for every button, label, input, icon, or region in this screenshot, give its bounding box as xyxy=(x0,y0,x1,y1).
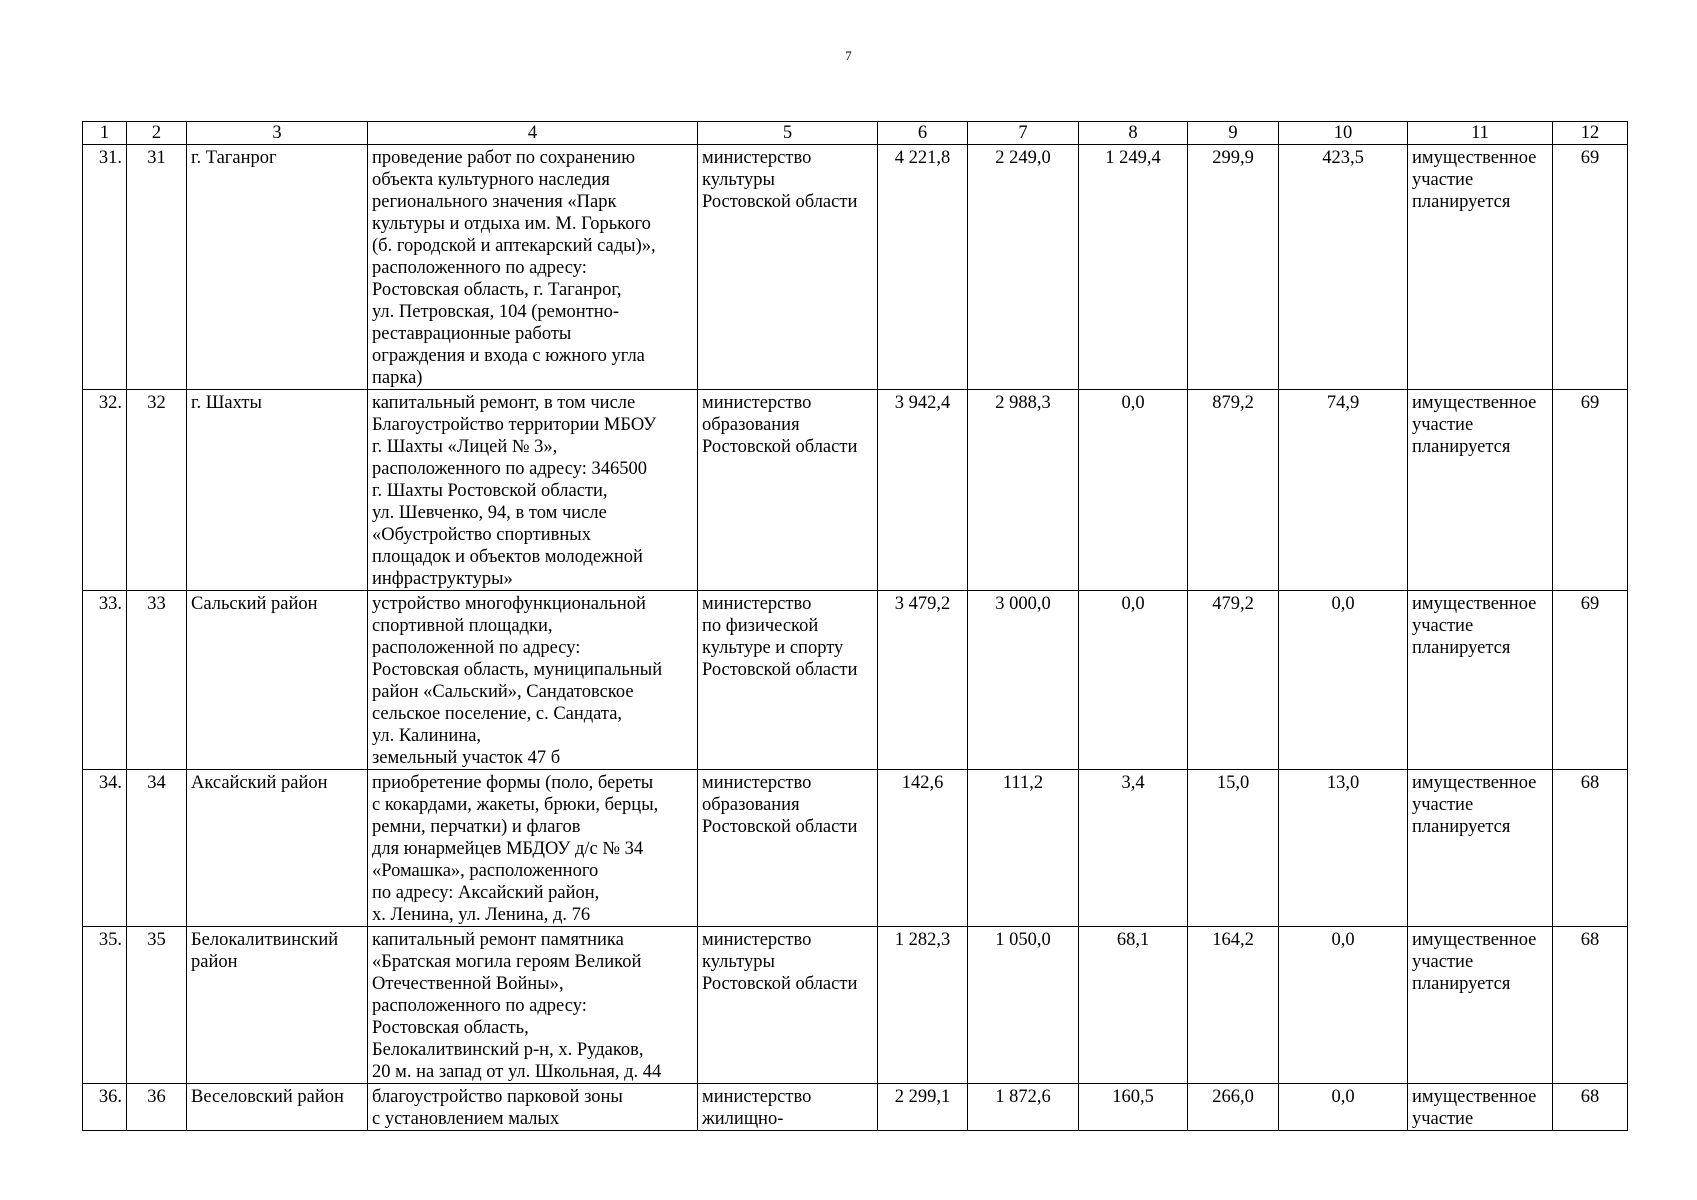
participation-cell-line: имущественное xyxy=(1412,594,1537,614)
amount-col8-cell: 0,0 xyxy=(1079,591,1188,770)
description-cell xyxy=(368,770,698,927)
description-cell-line: «Ромашка», расположенного xyxy=(372,861,599,881)
ministry-cell-line: Ростовской области xyxy=(702,192,858,212)
amount-col7-cell: 1 872,6 xyxy=(968,1084,1079,1131)
page-number: 7 xyxy=(845,48,852,63)
ministry-cell-line: министерство xyxy=(702,773,812,793)
description-cell-line: 20 м. на запад от ул. Школьная, д. 44 xyxy=(372,1062,662,1082)
description-cell-line: для юнармейцев МБДОУ д/с № 34 xyxy=(372,839,644,859)
col12-cell: 68 xyxy=(1553,770,1628,927)
row-index: 35 xyxy=(127,927,187,1084)
description-cell-line: район «Сальский», Сандатовское xyxy=(372,682,634,702)
ministry-cell-line: образования xyxy=(702,415,800,435)
description-cell-line: благоустройство парковой зоны xyxy=(372,1087,623,1107)
participation-cell xyxy=(1408,1084,1553,1131)
description-cell-line: г. Шахты «Лицей № 3», xyxy=(372,437,558,457)
ministry-cell xyxy=(698,1084,878,1131)
ministry-cell xyxy=(698,770,878,927)
row-number: 33. xyxy=(83,591,127,770)
column-header-9: 9 xyxy=(1188,122,1279,145)
ministry-cell-line: министерство xyxy=(702,148,812,168)
row-index: 32 xyxy=(127,390,187,591)
description-cell-line: ул. Шевченко, 94, в том числе xyxy=(372,503,607,523)
participation-cell xyxy=(1408,591,1553,770)
amount-col7-cell: 111,2 xyxy=(968,770,1079,927)
total-amount-cell: 3 479,2 xyxy=(878,591,968,770)
municipality-cell xyxy=(187,390,368,591)
column-header-11: 11 xyxy=(1408,122,1553,145)
description-cell-line: Белокалитвинский р-н, х. Рудаков, xyxy=(372,1040,644,1060)
row-number: 34. xyxy=(83,770,127,927)
participation-cell-line: планируется xyxy=(1412,638,1511,658)
amount-col7-cell: 2 249,0 xyxy=(968,145,1079,390)
amount-col8-cell: 68,1 xyxy=(1079,927,1188,1084)
row-index: 34 xyxy=(127,770,187,927)
total-amount-cell: 2 299,1 xyxy=(878,1084,968,1131)
description-cell-line: площадок и объектов молодежной xyxy=(372,547,643,567)
col12-cell: 69 xyxy=(1553,390,1628,591)
participation-cell-line: имущественное xyxy=(1412,393,1537,413)
description-cell-line: ул. Калинина, xyxy=(372,726,482,746)
participation-cell-line: имущественное xyxy=(1412,773,1537,793)
row-index: 31 xyxy=(127,145,187,390)
column-header-8: 8 xyxy=(1079,122,1188,145)
col12-cell: 69 xyxy=(1553,591,1628,770)
amount-col7-cell: 1 050,0 xyxy=(968,927,1079,1084)
description-cell-line: объекта культурного наследия xyxy=(372,170,610,190)
amount-col8-cell: 3,4 xyxy=(1079,770,1188,927)
column-header-1: 1 xyxy=(83,122,127,145)
participation-cell-line: участие xyxy=(1412,170,1474,190)
description-cell xyxy=(368,591,698,770)
description-cell-line: устройство многофункциональной xyxy=(372,594,646,614)
amount-col8-cell: 160,5 xyxy=(1079,1084,1188,1131)
column-header-3: 3 xyxy=(187,122,368,145)
total-amount-cell: 4 221,8 xyxy=(878,145,968,390)
table-body xyxy=(83,145,1628,1131)
row-number: 31. xyxy=(83,145,127,390)
ministry-cell-line: министерство xyxy=(702,930,812,950)
description-cell-line: земельный участок 47 б xyxy=(372,748,561,768)
description-cell-line: культуры и отдыха им. М. Горького xyxy=(372,214,651,234)
amount-col9-cell: 299,9 xyxy=(1188,145,1279,390)
ministry-cell-line: образования xyxy=(702,795,800,815)
amount-col10-cell: 0,0 xyxy=(1279,1084,1408,1131)
amount-col7-cell: 2 988,3 xyxy=(968,390,1079,591)
amount-col10-cell: 13,0 xyxy=(1279,770,1408,927)
column-header-2: 2 xyxy=(127,122,187,145)
description-cell-line: г. Шахты Ростовской области, xyxy=(372,481,608,501)
amount-col9-cell: 15,0 xyxy=(1188,770,1279,927)
description-cell-line: Ростовская область, xyxy=(372,1018,529,1038)
row-index: 36 xyxy=(127,1084,187,1131)
municipality-cell-line: г. Таганрог xyxy=(191,148,277,168)
description-cell-line: приобретение формы (поло, береты xyxy=(372,773,654,793)
description-cell-line: реставрационные работы xyxy=(372,324,572,344)
ministry-cell-line: Ростовской области xyxy=(702,974,858,994)
participation-cell xyxy=(1408,390,1553,591)
description-cell-line: сельское поселение, с. Сандата, xyxy=(372,704,623,724)
amount-col7-cell: 3 000,0 xyxy=(968,591,1079,770)
amount-col9-cell: 879,2 xyxy=(1188,390,1279,591)
amount-col9-cell: 479,2 xyxy=(1188,591,1279,770)
description-cell-line: парка) xyxy=(372,368,423,388)
amount-col10-cell: 0,0 xyxy=(1279,927,1408,1084)
municipality-cell-line: Белокалитвинский xyxy=(191,930,339,950)
description-cell-line: с установлением малых xyxy=(372,1109,560,1129)
ministry-cell-line: министерство xyxy=(702,1087,812,1107)
ministry-cell xyxy=(698,927,878,1084)
description-cell-line: капитальный ремонт, в том числе xyxy=(372,393,636,413)
ministry-cell-line: культуре и спорту xyxy=(702,638,844,658)
description-cell-line: Благоустройство территории МБОУ xyxy=(372,415,657,435)
amount-col9-cell: 266,0 xyxy=(1188,1084,1279,1131)
description-cell-line: х. Ленина, ул. Ленина, д. 76 xyxy=(372,905,591,925)
description-cell-line: расположенного по адресу: xyxy=(372,996,587,1016)
participation-cell-line: участие xyxy=(1412,952,1474,972)
amount-col10-cell: 0,0 xyxy=(1279,591,1408,770)
total-amount-cell: 3 942,4 xyxy=(878,390,968,591)
municipality-cell xyxy=(187,145,368,390)
amount-col10-cell: 423,5 xyxy=(1279,145,1408,390)
participation-cell-line: участие xyxy=(1412,1109,1474,1129)
participation-cell xyxy=(1408,145,1553,390)
description-cell-line: «Обустройство спортивных xyxy=(372,525,591,545)
ministry-cell-line: Ростовской области xyxy=(702,817,858,837)
participation-cell-line: планируется xyxy=(1412,437,1511,457)
table-row xyxy=(83,770,1628,927)
municipality-cell-line: г. Шахты xyxy=(191,393,262,413)
description-cell-line: расположенного по адресу: 346500 xyxy=(372,459,647,479)
participation-cell-line: планируется xyxy=(1412,974,1511,994)
total-amount-cell: 142,6 xyxy=(878,770,968,927)
description-cell xyxy=(368,145,698,390)
total-amount-cell: 1 282,3 xyxy=(878,927,968,1084)
participation-cell-line: участие xyxy=(1412,616,1474,636)
municipality-cell xyxy=(187,1084,368,1131)
description-cell-line: регионального значения «Парк xyxy=(372,192,617,212)
ministry-cell-line: министерство xyxy=(702,594,812,614)
description-cell-line: проведение работ по сохранению xyxy=(372,148,636,168)
col12-cell: 68 xyxy=(1553,1084,1628,1131)
column-header-4: 4 xyxy=(368,122,698,145)
header-row xyxy=(83,122,1628,145)
description-cell-line: Ростовская область, г. Таганрог, xyxy=(372,280,622,300)
amount-col10-cell: 74,9 xyxy=(1279,390,1408,591)
description-cell-line: ограждения и входа с южного угла xyxy=(372,346,645,366)
column-header-5: 5 xyxy=(698,122,878,145)
ministry-cell-line: жилищно- xyxy=(702,1109,784,1129)
amount-col8-cell: 0,0 xyxy=(1079,390,1188,591)
participation-cell-line: участие xyxy=(1412,415,1474,435)
description-cell-line: «Братская могила героям Великой xyxy=(372,952,642,972)
amount-col8-cell: 1 249,4 xyxy=(1079,145,1188,390)
col12-cell: 69 xyxy=(1553,145,1628,390)
description-cell-line: спортивной площадки, xyxy=(372,616,553,636)
column-header-6: 6 xyxy=(878,122,968,145)
municipality-cell-line: Аксайский район xyxy=(191,773,328,793)
description-cell-line: капитальный ремонт памятника xyxy=(372,930,624,950)
municipality-cell xyxy=(187,770,368,927)
description-cell xyxy=(368,927,698,1084)
table-row xyxy=(83,591,1628,770)
description-cell-line: ремни, перчатки) и флагов xyxy=(372,817,581,837)
ministry-cell-line: министерство xyxy=(702,393,812,413)
col12-cell: 68 xyxy=(1553,927,1628,1084)
budget-table xyxy=(82,121,1628,1131)
participation-cell xyxy=(1408,770,1553,927)
participation-cell-line: имущественное xyxy=(1412,930,1537,950)
row-number: 32. xyxy=(83,390,127,591)
ministry-cell-line: Ростовской области xyxy=(702,437,858,457)
table-row xyxy=(83,145,1628,390)
ministry-cell xyxy=(698,390,878,591)
municipality-cell-line: Сальский район xyxy=(191,594,318,614)
table-row xyxy=(83,1084,1628,1131)
participation-cell-line: имущественное xyxy=(1412,148,1537,168)
municipality-cell xyxy=(187,927,368,1084)
description-cell-line: с кокардами, жакеты, брюки, берцы, xyxy=(372,795,659,815)
ministry-cell-line: Ростовской области xyxy=(702,660,858,680)
description-cell-line: расположенной по адресу: xyxy=(372,638,581,658)
ministry-cell-line: по физической xyxy=(702,616,819,636)
row-index: 33 xyxy=(127,591,187,770)
amount-col9-cell: 164,2 xyxy=(1188,927,1279,1084)
description-cell-line: инфраструктуры» xyxy=(372,569,513,589)
ministry-cell xyxy=(698,591,878,770)
row-number: 36. xyxy=(83,1084,127,1131)
participation-cell-line: планируется xyxy=(1412,192,1511,212)
description-cell-line: Отечественной Войны», xyxy=(372,974,564,994)
ministry-cell-line: культуры xyxy=(702,952,775,972)
ministry-cell-line: культуры xyxy=(702,170,775,190)
description-cell xyxy=(368,1084,698,1131)
description-cell-line: по адресу: Аксайский район, xyxy=(372,883,600,903)
municipality-cell-line: район xyxy=(191,952,238,972)
description-cell-line: ул. Петровская, 104 (ремонтно- xyxy=(372,302,620,322)
column-header-12: 12 xyxy=(1553,122,1628,145)
description-cell-line: (б. городской и аптекарский сады)», xyxy=(372,236,656,256)
description-cell xyxy=(368,390,698,591)
participation-cell-line: участие xyxy=(1412,795,1474,815)
row-number: 35. xyxy=(83,927,127,1084)
municipality-cell xyxy=(187,591,368,770)
ministry-cell xyxy=(698,145,878,390)
table-row xyxy=(83,390,1628,591)
participation-cell-line: планируется xyxy=(1412,817,1511,837)
column-header-7: 7 xyxy=(968,122,1079,145)
participation-cell-line: имущественное xyxy=(1412,1087,1537,1107)
description-cell-line: Ростовская область, муниципальный xyxy=(372,660,663,680)
municipality-cell-line: Веселовский район xyxy=(191,1087,344,1107)
table-row xyxy=(83,927,1628,1084)
participation-cell xyxy=(1408,927,1553,1084)
column-header-10: 10 xyxy=(1279,122,1408,145)
description-cell-line: расположенного по адресу: xyxy=(372,258,587,278)
